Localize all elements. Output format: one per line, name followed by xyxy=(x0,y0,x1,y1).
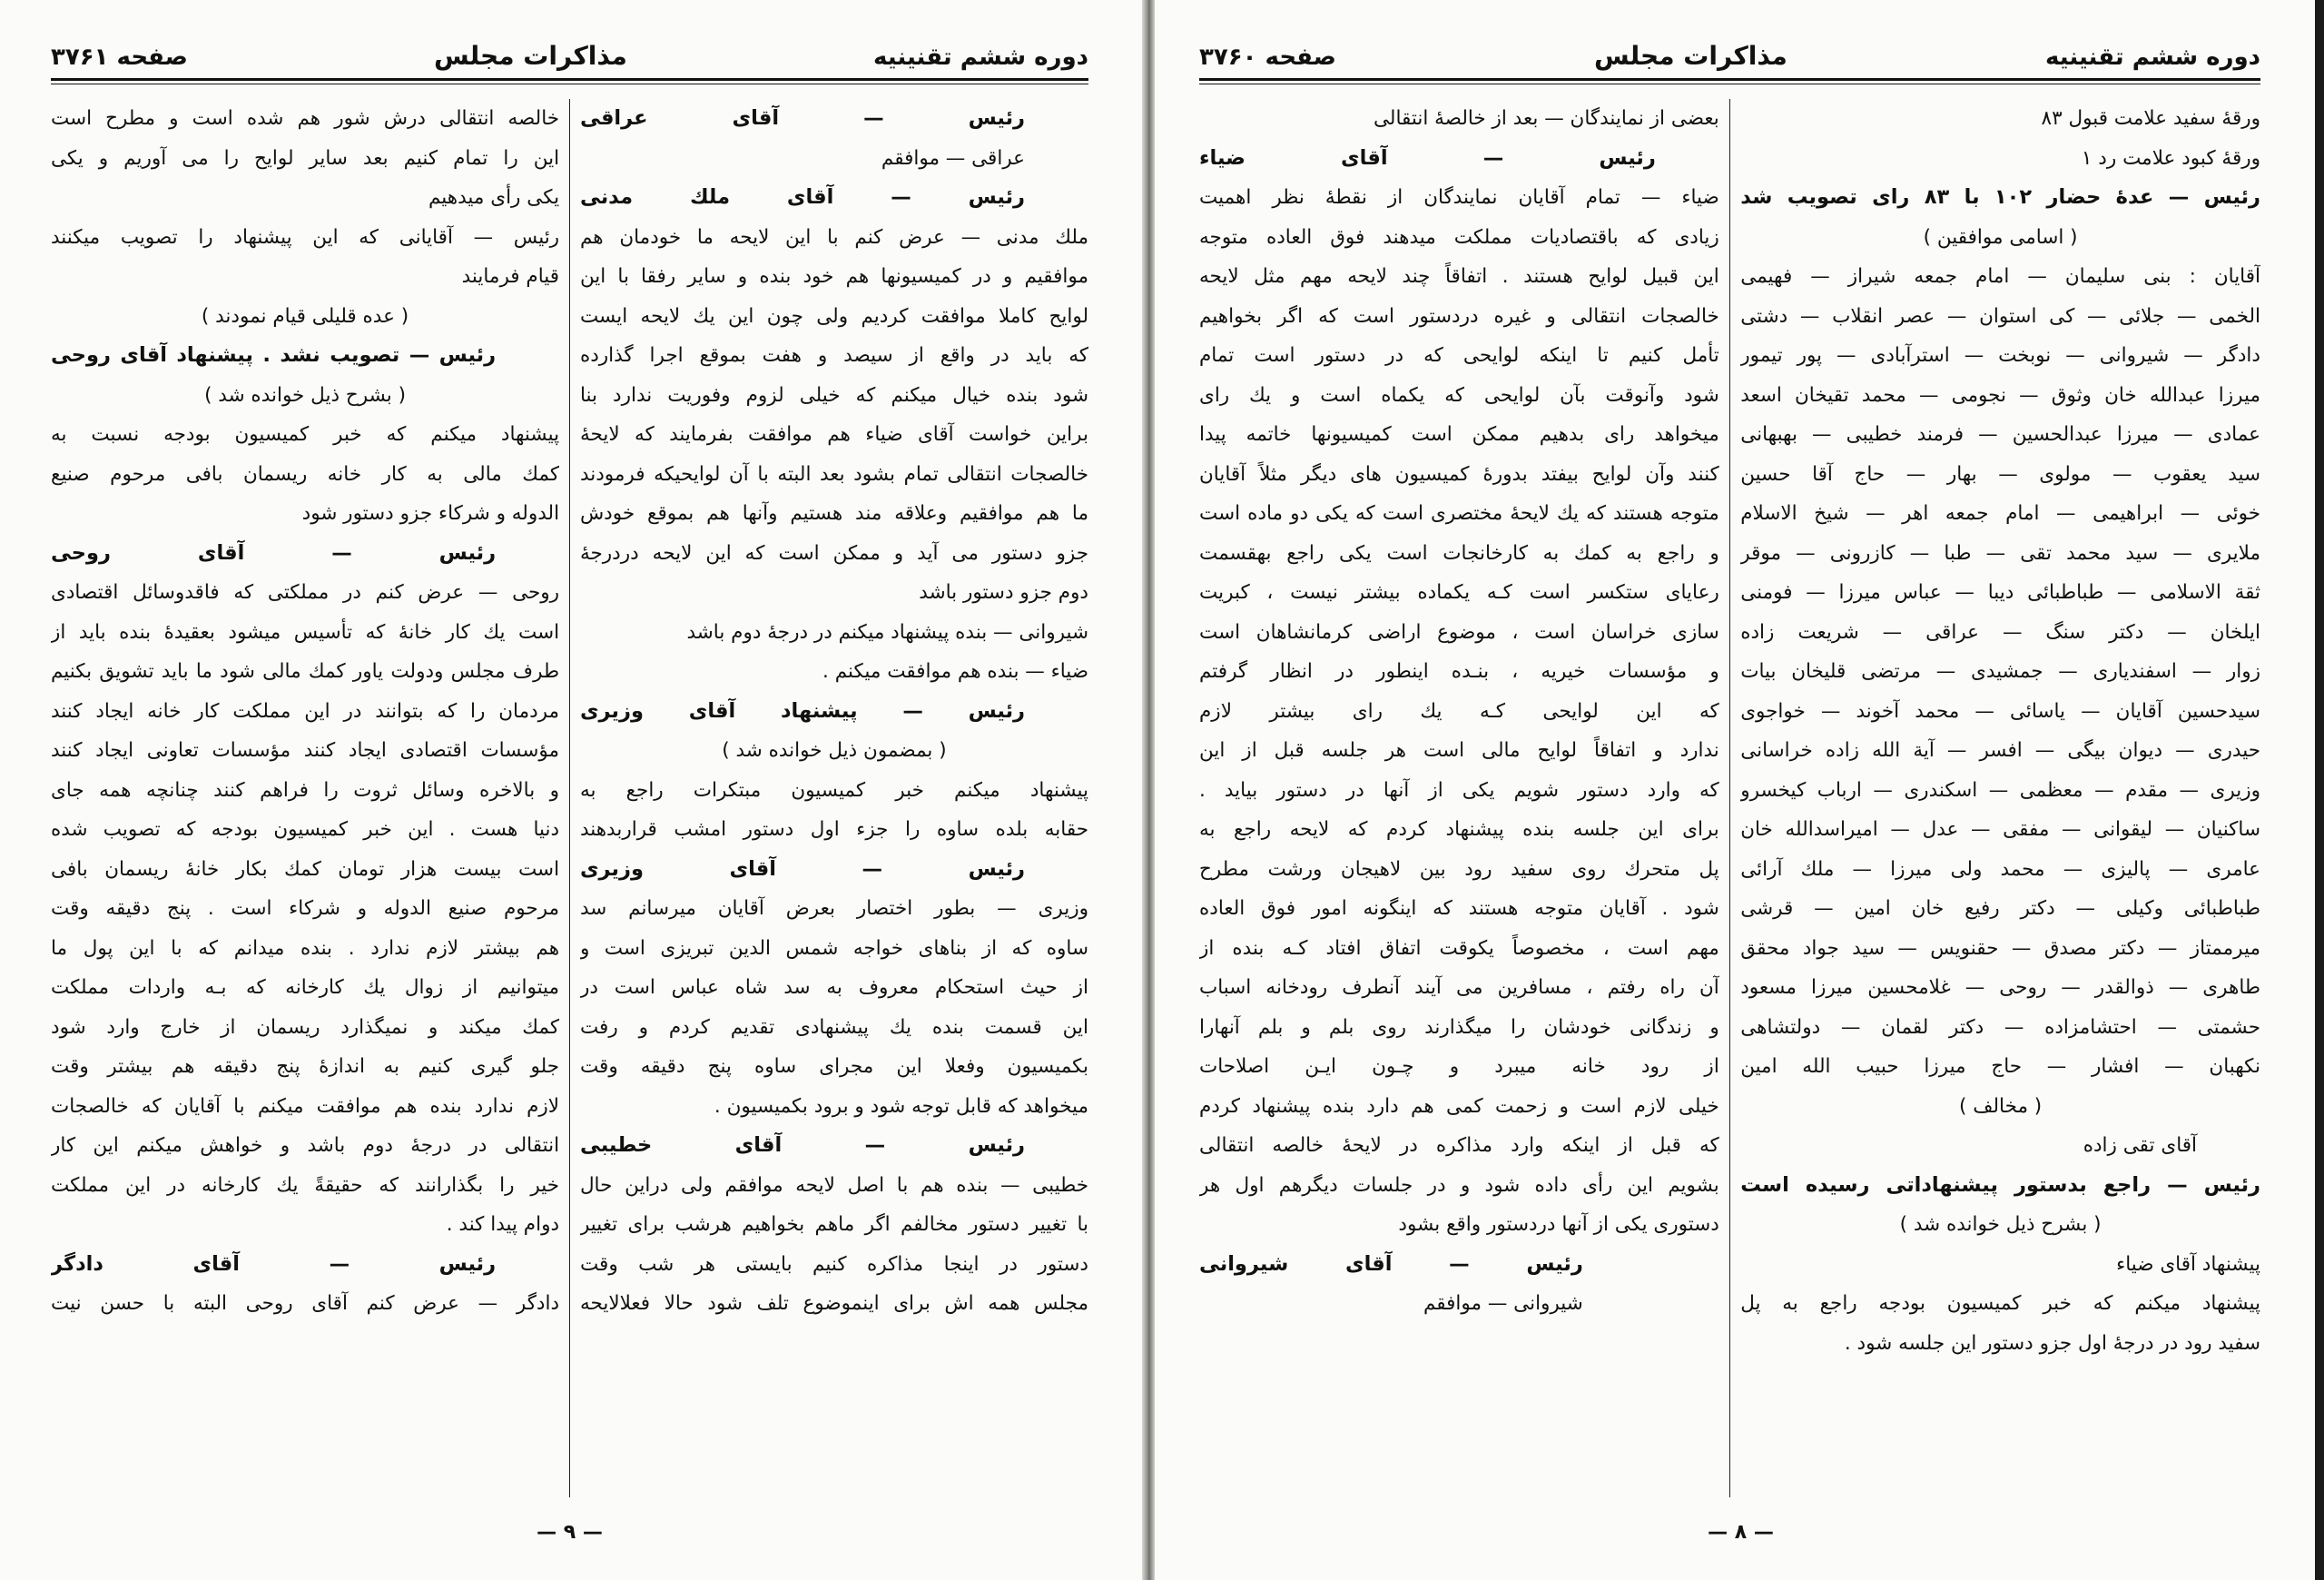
text-columns xyxy=(51,99,1088,1497)
text-line: بکمیسیون وفعلا این مجرای ساوه پنج دقیقه وقت xyxy=(579,1055,1088,1078)
text-line: خالصه انتقالی درش شور هم شده است و مطرح است xyxy=(51,107,560,130)
text-line: لوایح کاملا موافقت کردیم ولی چون این یك لایحه ایست xyxy=(579,304,1088,328)
column-right xyxy=(580,99,1088,1497)
column-divider xyxy=(569,99,570,1497)
speaker-line: رئیس — آقای شیروانی xyxy=(1199,1251,1583,1276)
text-line: سازی خراسان است ، موضوع اراضی کرمانشاهان است xyxy=(1199,620,1719,644)
text-line: برای این جلسه بنده پیشنهاد کردم که لایحه راجع به xyxy=(1199,818,1719,841)
header-title: مذاکرات مجلس xyxy=(1594,41,1787,71)
text-line: مرحوم صنیع الدوله و شرکاء است . پنج دقیقه وقت xyxy=(51,897,560,920)
speaker-line: رئیس — عدهٔ حضار ۱۰۲ با ۸۳ رای تصویب شد xyxy=(1740,185,2260,209)
text-line: روحی — عرض کنم در مملکتی که فاقدوسائل اقتصادی xyxy=(51,581,560,604)
text-line: سیدحسین آقایان — یاسائی — محمد آخوند — خواجوی xyxy=(1740,699,2260,723)
speaker-line: رئیس — آقای وزیری xyxy=(579,856,1025,881)
speaker-line: رئیس — تصویب نشد . پیشنهاد آقای روحی xyxy=(51,343,497,367)
header-rule xyxy=(51,78,1088,81)
text-line: حشمتی — احتشامزاده — دکتر لقمان — دولتشاهی xyxy=(1740,1015,2260,1039)
footer-text: — ۸ — xyxy=(1708,1521,1774,1544)
text-line: براین خواست آقای ضیاء هم موافقت بفرمایند که لایحهٔ xyxy=(579,423,1088,446)
page-header xyxy=(1199,35,2260,71)
text-line: و مؤسسات خیریه ، بنـده اینطور در انظار گرفتم xyxy=(1199,660,1719,683)
text-line: خوئی — ابراهیمی — امام جمعه اهر — شیخ الاسلام xyxy=(1740,502,2260,525)
text-line: دنیا هست . این خبر کمیسیون بودجه که تصویب شده xyxy=(51,818,560,841)
text-line: ملایری — سید محمد تقی — طبا — کازرونی — موقر xyxy=(1740,541,2260,565)
text-line: که وارد دستور شویم یکی از آنها در دستور بیاید . xyxy=(1199,778,1719,802)
text-line: شود بنده خیال میکنم که خیلی لزوم وفوریت ندارد بنا xyxy=(579,383,1088,407)
text-line: دادگر — عرض کنم آقای روحی البته با حسن نیت xyxy=(51,1292,560,1315)
text-line: الدوله و شرکاء جزو دستور شود xyxy=(301,502,560,525)
text-line: دوم جزو دستور باشد xyxy=(919,581,1088,604)
text-line: پیشنهاد آقای ضیاء xyxy=(2116,1252,2260,1276)
text-line: رئیس — آقایانی که این پیشنهاد را تصویب میکنند xyxy=(51,225,560,249)
text-line: و زندگانی خودشان را میگذارند روی بلم و بلم آنهارا xyxy=(1199,1015,1719,1039)
text-line: این قسمت بنده یك پیشنهادی تقدیم کردم و رفت xyxy=(579,1015,1088,1039)
text-line: این را تمام کنیم بعد سایر لوایح را می آوریم و یکی xyxy=(51,146,560,170)
text-line: میتوانیم از زوال یك کارخانه که بـه واردات مملکت xyxy=(51,976,560,999)
text-line: وزیری — بطور اختصار بعرض آقایان میرسانم سد xyxy=(579,897,1088,920)
text-line: پیشنهاد میکنم که خبر کمیسیون بودجه راجع به پل xyxy=(1740,1292,2260,1315)
text-line: جلو گیری کنیم به اندازهٔ پنج دقیقه هم بیشتر وقت xyxy=(51,1055,560,1078)
text-line: که این لوایحی کـه یك رای بیشتر لازم xyxy=(1199,699,1719,723)
speaker-line: رئیس — آقای ضیاء xyxy=(1199,145,1656,170)
header-session: دوره ششم تقنینیه xyxy=(872,44,1088,71)
text-line: خطیبی — بنده هم با اصل لایحه موافقم ولی دراین حال xyxy=(579,1173,1088,1197)
text-line: طرف مجلس ودولت یاور کمك مالی شود ما باید تشویق بکنیم xyxy=(51,660,560,683)
text-line: خالصجات انتقالی تمام بشود بعد البته با آن لوایحیکه فرمودند xyxy=(579,462,1088,486)
text-line: شود وآنوقت بآن لوایحی که یکماه است و یك رای xyxy=(1199,383,1719,407)
text-line: میرزا عبدالله خان وثوق — نجومی — محمد تقیخان اسعد xyxy=(1740,383,2260,407)
speaker-line: رئیس — آقای عراقی xyxy=(579,106,1025,130)
text-line: زیادی که باقتصادیات مملکت میدهند فوق العاده متوجه xyxy=(1199,225,1719,249)
text-line: خیلی لازم است و زحمت کمی هم دارد بنده پیشنهاد کردم xyxy=(1199,1094,1719,1118)
text-line: دادگر — شیروانی — نوبخت — استرآبادی — پور تیمور xyxy=(1740,344,2260,367)
text-line: دستوری یکی از آنها دردستور واقع بشود xyxy=(1398,1213,1719,1236)
page-footer-number xyxy=(1157,1521,2324,1544)
text-line: آقایان : بنی سلیمان — امام جمعه شیراز — فهیمی xyxy=(1740,265,2260,288)
text-line: شود . آقایان متوجه هستند که اینگونه امور فوق العاده xyxy=(1199,897,1719,920)
text-line: ایلخان — دکتر سنگ — عراقی — شریعت زاده xyxy=(1740,620,2260,644)
text-line: این قبیل لوایح هستند . اتفاقاً چند لایحه مهم مثل لایحه xyxy=(1199,265,1719,288)
text-line: موافقیم و در کمیسیونها هم خود بنده و سایر رفقا با این xyxy=(579,265,1088,288)
text-line: ملك مدنی — عرض کنم با این لایحه ما خودمان هم xyxy=(579,225,1088,249)
speaker-line: رئیس — پیشنهاد آقای وزیری xyxy=(579,698,1025,723)
header-rule xyxy=(1199,78,2260,81)
text-line: آقای تقی زاده xyxy=(2083,1134,2197,1157)
text-line: و راجع به کمك به کارخانجات است یکی راجع بهقسمت xyxy=(1199,541,1719,565)
text-line: تأمل کنیم تا اینکه لوایحی که در دستور است تمام xyxy=(1199,344,1719,367)
text-line: عامری — پالیزی — محمد ولی میرزا — ملك آرائی xyxy=(1740,857,2260,881)
text-line: رعایای ستکسر است کـه یکماده بیشتر نیست ، کبریت xyxy=(1199,581,1719,604)
text-line: پیشنهاد میکنم که خبر کمیسیون بودجه نسبت به xyxy=(51,423,560,446)
scan-edge xyxy=(2315,0,2324,1580)
page-header xyxy=(51,35,1088,71)
page-footer-number xyxy=(0,1521,1139,1544)
text-line: سید یعقوب — مولوی — بهار — حاج آقا حسین xyxy=(1740,462,2260,486)
text-line: انتقالی در درجهٔ دوم باشد و خواهش میکنم این کار xyxy=(51,1134,560,1157)
text-line: الخمی — جلائی — کی استوان — عصر انقلاب — دشتی xyxy=(1740,304,2260,328)
header-page-number: صفحه ۳۷۶۰ xyxy=(1199,44,1336,71)
text-line: بعضی از نمایندگان — بعد از خالصهٔ انتقالی xyxy=(1373,107,1719,130)
header-title: مذاکرات مجلس xyxy=(434,41,627,71)
text-line: ثقة الاسلامی — طباطبائی دیبا — عباس میرزا — فومنی xyxy=(1740,581,2260,604)
speaker-line: رئیس — راجع بدستور پیشنهاداتی رسیده است xyxy=(1740,1172,2260,1197)
text-line: ( بشرح ذیل خوانده شد ) xyxy=(1899,1213,2102,1236)
text-line: مجلس همه اش برای اینموضوع تلف شود حالا فعلالایحه xyxy=(579,1292,1088,1315)
text-line: مهم است ، مخصوصاً یکوقت اتفاق افتاد کـه بنده از xyxy=(1199,936,1719,960)
text-line: طاهری — ذوالقدر — روحی — غلامحسین میرزا مسعود xyxy=(1740,976,2260,999)
text-line: یکی رأی میدهیم xyxy=(428,186,560,209)
column-left xyxy=(51,99,559,1497)
text-columns xyxy=(1199,99,2260,1497)
text-line: ( بمضمون ذیل خوانده شد ) xyxy=(722,739,947,762)
text-line: میخواهد رای بدهیم ممکن است کمیسیونها خاتمه پیدا xyxy=(1199,423,1719,446)
text-line: ( اسامی موافقین ) xyxy=(1923,225,2078,249)
speaker-line: رئیس — آقای ملك مدنی xyxy=(579,185,1025,209)
text-line: ( مخالف ) xyxy=(1959,1094,2043,1118)
text-line: عمادی — میرزا عبدالحسین — فرمند خطیبی — بهبهانی xyxy=(1740,423,2260,446)
text-line: ( بشرح ذیل خوانده شد ) xyxy=(204,383,406,407)
text-line: از حیث استحکام معروف به سد شاه عباس است در xyxy=(579,976,1088,999)
text-line: بشویم این رأی داده شود و در جلسات دیگرهم اول هر xyxy=(1199,1173,1719,1197)
text-line: کنند وآن لوایح بیفتد بدورهٔ کمیسیون های دیگر مثلاً آقایان xyxy=(1199,462,1719,486)
text-line: دوام پیدا کند . xyxy=(446,1213,560,1236)
text-line: که قبل از اینکه وارد مذاکره در لایحهٔ خالصه انتقالی xyxy=(1199,1134,1719,1157)
text-line: کمك میکند و نمیگذارد ریسمان از خارج وارد شود xyxy=(51,1015,560,1039)
text-line: ما هم موافقیم وعلاقه مند هستیم وآنها هم بموقع خودش xyxy=(579,502,1088,525)
text-line: وزیری — مقدم — معظمی — اسکندری — ارباب کیخسرو xyxy=(1740,778,2260,802)
text-line: زوار — اسفندیاری — جمشیدی — مرتضی قلیخان بیات xyxy=(1740,660,2260,683)
text-line: شیروانی — بنده پیشنهاد میکنم در درجهٔ دوم باشد xyxy=(686,620,1088,644)
column-divider xyxy=(1729,99,1730,1497)
right-page xyxy=(1157,0,2324,1580)
text-line: سفید رود در درجهٔ اول جزو دستور این جلسه شود . xyxy=(1844,1331,2260,1355)
text-line: از رود خانه میبرد و چـون ایـن اصلاحات xyxy=(1199,1055,1719,1078)
text-line: با تغییر دستور مخالفم اگر ماهم بخواهیم هرشب برای تغییر xyxy=(579,1213,1088,1236)
text-line: میخواهد که قابل توجه شود و برود بکمیسیون . xyxy=(714,1094,1088,1118)
text-line: ضیاء — بنده هم موافقت میکنم . xyxy=(822,660,1088,683)
text-line: جزو دستور می آید و ممکن است که این لایحه دردرجهٔ xyxy=(579,541,1088,565)
speaker-line: رئیس — آقای دادگر xyxy=(51,1251,497,1276)
text-line: و بالاخره وسائل ثروت را فراهم کنند چنانچه همه جای xyxy=(51,778,560,802)
text-line: حیدری — دیوان بیگی — افسر — آیة الله زاده خراسانی xyxy=(1740,739,2260,762)
text-line: مردمان را که بتوانند در این مملکت کار خانه ایجاد کنند xyxy=(51,699,560,723)
text-line: ندارد و اتفاقاً لوایح مالی است هر جلسه قبل از این xyxy=(1199,739,1719,762)
text-line: حقابه بلده ساوه را جزء اول دستور امشب قراربدهند xyxy=(579,818,1088,841)
text-line: خالصجات انتقالی و غیره دردستور است که اگر بخواهیم xyxy=(1199,304,1719,328)
text-line: ساکنیان — لیقوانی — مفقی — عدل — امیراسدالله خان xyxy=(1740,818,2260,841)
text-line: کمك مالی به کار خانه ریسمان بافی مرحوم صنیع xyxy=(51,462,560,486)
text-line: پیشنهاد میکنم خبر کمیسیون مبتکرات راجع به xyxy=(579,778,1088,802)
text-line: که باید در واقع از سیصد و هفت بموقع اجرا گذارده xyxy=(579,344,1088,367)
text-line: ساوه که از بناهای خواجه شمس الدین تبریزی است و xyxy=(579,936,1088,960)
speaker-line: رئیس — آقای خطیبی xyxy=(579,1133,1025,1157)
text-line: ضیاء — تمام آقایان نمایندگان از نقطهٔ نظر اهمیت xyxy=(1199,186,1719,209)
text-line: طباطبائی وکیلی — دکتر رفیع خان امین — قرشی xyxy=(1740,897,2260,920)
text-line: است بیست هزار تومان کمك بکار خانهٔ ریسمان بافی xyxy=(51,857,560,881)
footer-text: — ۹ — xyxy=(537,1521,603,1544)
left-page xyxy=(0,0,1139,1580)
header-session: دوره ششم تقنینیه xyxy=(2044,44,2260,71)
text-line: پل متحرك روی سفید رود بین لاهیجان ورشت مطرح xyxy=(1199,857,1719,881)
text-line: دستور در اینجا مذاکره کنیم بایستی هر شب وقت xyxy=(579,1252,1088,1276)
speaker-line: رئیس — آقای روحی xyxy=(51,540,497,565)
text-line: نکهبان — افشار — حاج میرزا حبیب الله امین xyxy=(1740,1055,2260,1078)
text-line: ورقهٔ سفید علامت قبول ۸۳ xyxy=(2041,107,2260,130)
column-left xyxy=(1199,99,1719,1497)
text-line: میرممتاز — دکتر مصدق — حقنویس — سید جواد محقق xyxy=(1740,936,2260,960)
text-line: متوجه هستند که یك لایحهٔ مختصری است که یکی دو ماده است xyxy=(1199,502,1719,525)
text-line: قیام فرمایند xyxy=(461,265,560,288)
header-page-number: صفحه ۳۷۶۱ xyxy=(51,44,188,71)
text-line: ورقهٔ کبود علامت رد ۱ xyxy=(2081,146,2260,170)
column-right xyxy=(1740,99,2260,1497)
text-line: هم بیشتر لازم ندارد . بنده میدانم که با این پول ما xyxy=(51,936,560,960)
text-line: لازم ندارد بنده هم موافقت میکنم با آقایان که خالصجات xyxy=(51,1094,560,1118)
text-line: مؤسسات اقتصادی ایجاد کنند مؤسسات تعاونی ایجاد کنند xyxy=(51,739,560,762)
text-line: ( عده قلیلی قیام نمودند ) xyxy=(201,304,409,328)
text-line: عراقی — موافقم xyxy=(881,146,1025,170)
text-line: شیروانی — موافقم xyxy=(1423,1292,1583,1315)
text-line: است یك کار خانهٔ که تأسیس میشود بعقیدهٔ بنده باید از xyxy=(51,620,560,644)
text-line: خیر را بگذارانند که حقیقةً یك کارخانه در این مملکت xyxy=(51,1173,560,1197)
text-line: آن راه رفتم ، مسافرین می آیند آنطرف رودخانه اسباب xyxy=(1199,976,1719,999)
binding-gutter xyxy=(1142,0,1155,1580)
